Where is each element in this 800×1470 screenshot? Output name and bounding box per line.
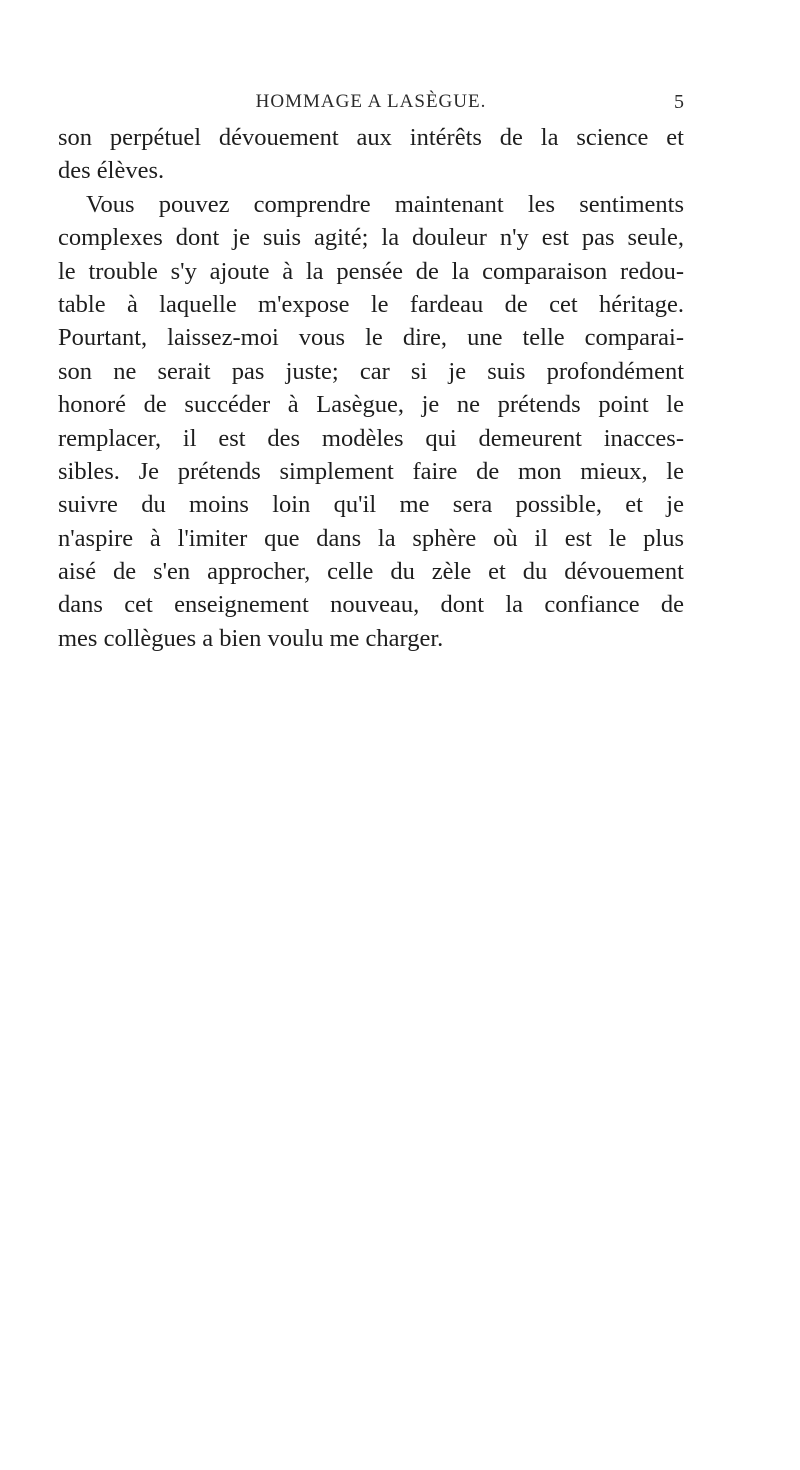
text-line: aisé de s'en approcher, celle du zèle et du dévouement bbox=[58, 558, 684, 586]
body-text bbox=[58, 121, 684, 655]
text-line: suivre du moins loin qu'il me sera possible, et je bbox=[58, 491, 684, 519]
text-line: des élèves. bbox=[58, 157, 165, 185]
text-line: Pourtant, laissez-moi vous le dire, une telle comparai- bbox=[58, 324, 684, 352]
running-header bbox=[58, 88, 684, 116]
text-line: remplacer, il est des modèles qui demeurent inacces- bbox=[58, 424, 684, 452]
text-line: son ne serait pas juste; car si je suis profondément bbox=[58, 357, 684, 385]
text-line: le trouble s'y ajoute à la pensée de la comparaison redou- bbox=[58, 257, 684, 285]
text-line: Vous pouvez comprendre maintenant les sentiments bbox=[86, 190, 684, 218]
text-line: complexes dont je suis agité; la douleur n'y est pas seule, bbox=[58, 224, 684, 252]
text-line: mes collègues a bien voulu me charger. bbox=[58, 624, 444, 652]
text-line: sibles. Je prétends simplement faire de mon mieux, le bbox=[58, 457, 684, 485]
running-title: HOMMAGE A LASÈGUE. bbox=[255, 91, 487, 112]
text-line: honoré de succéder à Lasègue, je ne prétends point le bbox=[58, 391, 684, 419]
page-number: 5 bbox=[674, 91, 684, 113]
text-line: son perpétuel dévouement aux intérêts de la science et bbox=[58, 124, 684, 151]
text-line: table à laquelle m'expose le fardeau de cet héritage. bbox=[58, 290, 684, 318]
text-line: dans cet enseignement nouveau, dont la confiance de bbox=[58, 591, 684, 619]
text-line: n'aspire à l'imiter que dans la sphère où il est le plus bbox=[58, 524, 684, 552]
